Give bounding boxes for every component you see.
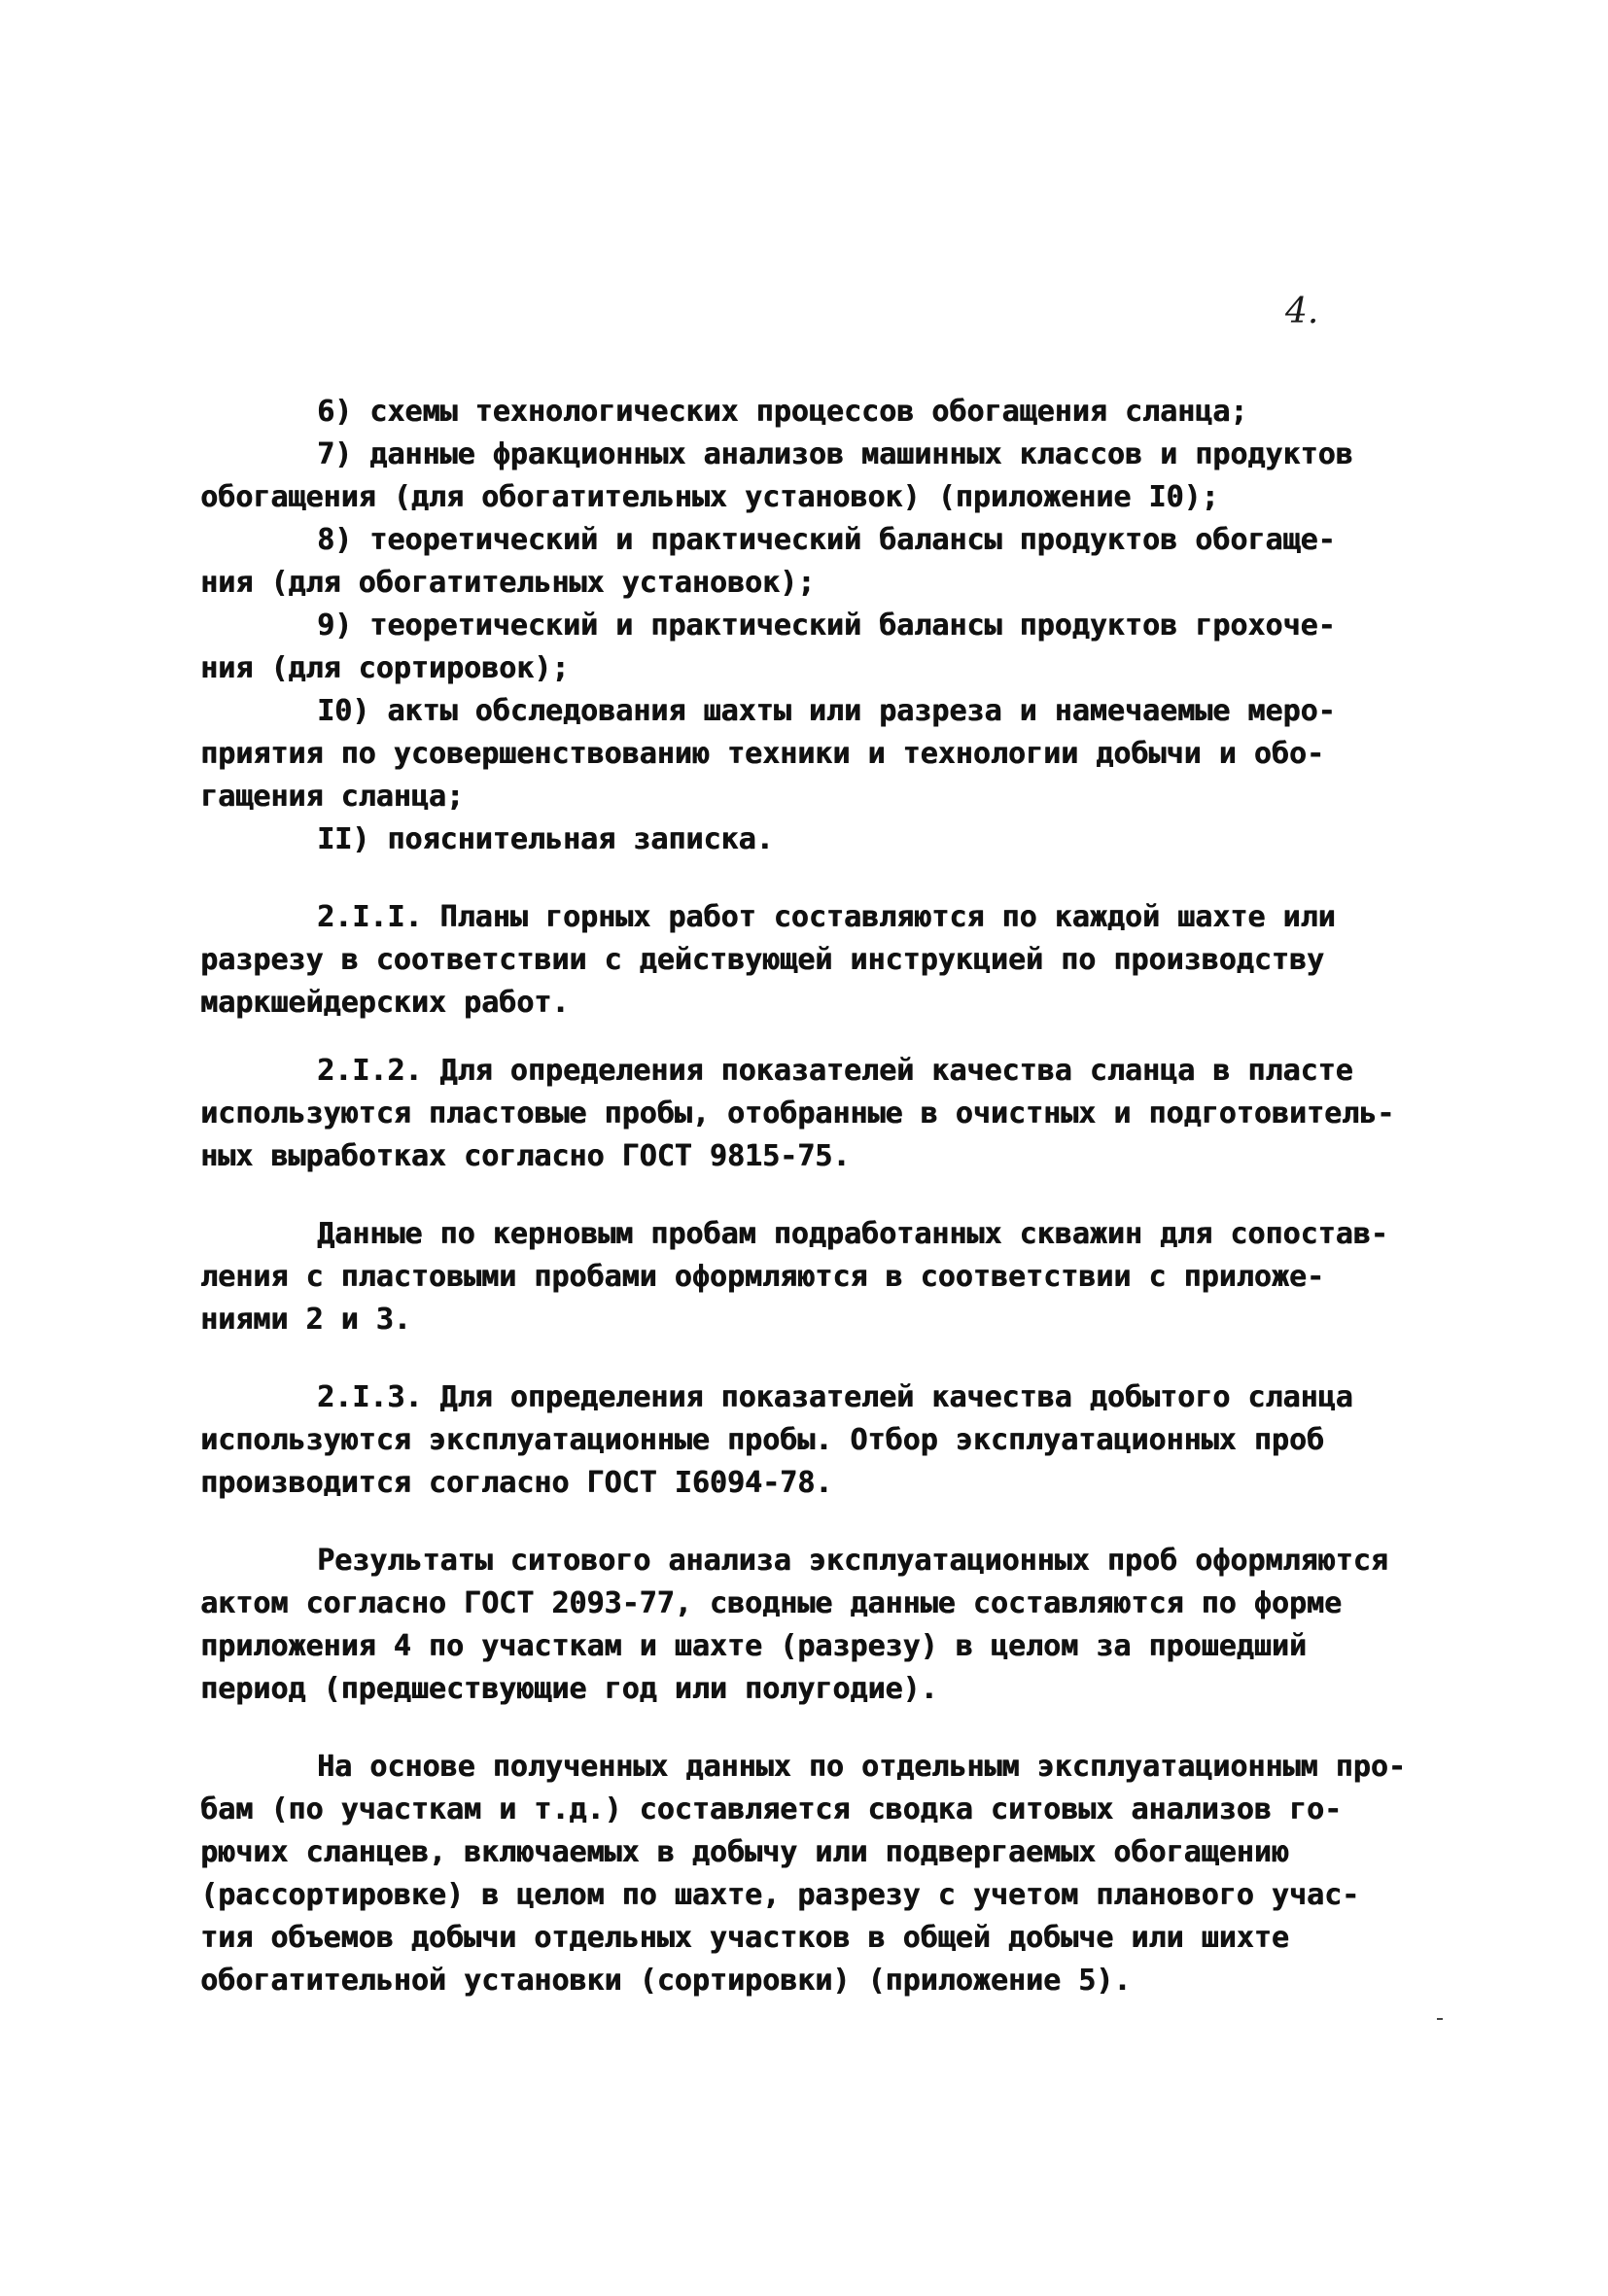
paragraph-line: Данные по керновым пробам подработанных скважин для сопостав- bbox=[317, 1217, 1388, 1251]
paragraph-line: тия объемов добычи отдельных участков в общей добыче или шихте bbox=[200, 1921, 1289, 1955]
paragraph-line: 2.I.I. Планы горных работ составляются по каждой шахте или bbox=[317, 900, 1336, 934]
list-line: 8) теоретический и практический балансы продуктов обогаще- bbox=[317, 523, 1336, 557]
paragraph-line: актом согласно ГОСТ 2093-77, сводные данные составляются по форме bbox=[200, 1586, 1342, 1620]
list-line: ния (для обогатительных установок); bbox=[200, 566, 816, 600]
paragraph-line: приложения 4 по участкам и шахте (разрезу) в целом за прошедший bbox=[200, 1629, 1307, 1663]
paragraph-line: используются пластовые пробы, отобранные в очистных и подготовитель- bbox=[200, 1096, 1395, 1131]
list-line: 7) данные фракционных анализов машинных классов и продуктов bbox=[317, 437, 1353, 471]
list-line: приятия по усовершенствованию техники и технологии добычи и обо- bbox=[200, 737, 1324, 771]
paragraph-2-1-3 bbox=[200, 1376, 1406, 1505]
list-line: 9) теоретический и практический балансы продуктов грохоче- bbox=[317, 609, 1336, 643]
paragraph-line: рючих сланцев, включаемых в добычу или подвергаемых обогащению bbox=[200, 1835, 1289, 1869]
list-line: 6) схемы технологических процессов обогащения сланца; bbox=[317, 395, 1248, 429]
list-line: обогащения (для обогатительных установок) (приложение I0); bbox=[200, 480, 1219, 514]
paragraph-line: 2.I.3. Для определения показателей качества добытого сланца bbox=[317, 1380, 1353, 1414]
document-body bbox=[200, 391, 1406, 2002]
paragraph-line: маркшейдерских работ. bbox=[200, 986, 570, 1020]
list-line: I0) акты обследования шахты или разреза и намечаемые меро- bbox=[317, 694, 1336, 728]
paragraph-line: разрезу в соответствии с действующей инструкцией по производству bbox=[200, 943, 1324, 977]
paragraph-line: (рассортировке) в целом по шахте, разрезу с учетом планового учас- bbox=[200, 1878, 1360, 1912]
paragraph-2-1-1 bbox=[200, 896, 1406, 1025]
paragraph-sieve-results bbox=[200, 1540, 1406, 1711]
scan-artifact bbox=[1437, 2018, 1443, 2020]
list-line: ния (для сортировок); bbox=[200, 651, 570, 685]
paragraph-2-1-2 bbox=[200, 1050, 1406, 1178]
paragraph-line: На основе полученных данных по отдельным эксплуатационным про- bbox=[317, 1750, 1406, 1784]
list-item-8 bbox=[200, 519, 1406, 605]
paragraph-line: бам (по участкам и т.д.) составляется сводка ситовых анализов го- bbox=[200, 1792, 1342, 1826]
paragraph-line: ных выработках согласно ГОСТ 9815-75. bbox=[200, 1139, 851, 1173]
list-item-7 bbox=[200, 434, 1406, 519]
list-line: гащения сланца; bbox=[200, 780, 464, 814]
paragraph-summary bbox=[200, 1746, 1406, 2002]
paragraph-line: период (предшествующие год или полугодие). bbox=[200, 1672, 938, 1706]
paragraph-line: ления с пластовыми пробами оформляются в соответствии с приложе- bbox=[200, 1260, 1324, 1294]
list-line: II) пояснительная записка. bbox=[317, 822, 774, 856]
paragraph-line: Результаты ситового анализа эксплуатационных проб оформляются bbox=[317, 1544, 1388, 1578]
paragraph-core-samples bbox=[200, 1213, 1406, 1341]
page-number: 4. bbox=[1285, 292, 1319, 331]
list-item-6 bbox=[200, 391, 1406, 434]
paragraph-line: 2.I.2. Для определения показателей качества сланца в пласте bbox=[317, 1054, 1353, 1088]
list-item-9 bbox=[200, 605, 1406, 690]
list-item-10 bbox=[200, 690, 1406, 818]
paragraph-line: ниями 2 и 3. bbox=[200, 1303, 411, 1337]
paragraph-line: производится согласно ГОСТ I6094-78. bbox=[200, 1466, 833, 1500]
paragraph-line: используются эксплуатационные пробы. Отбор эксплуатационных проб bbox=[200, 1423, 1324, 1457]
list-item-11 bbox=[200, 818, 1406, 861]
paragraph-line: обогатительной установки (сортировки) (приложение 5). bbox=[200, 1964, 1132, 1998]
